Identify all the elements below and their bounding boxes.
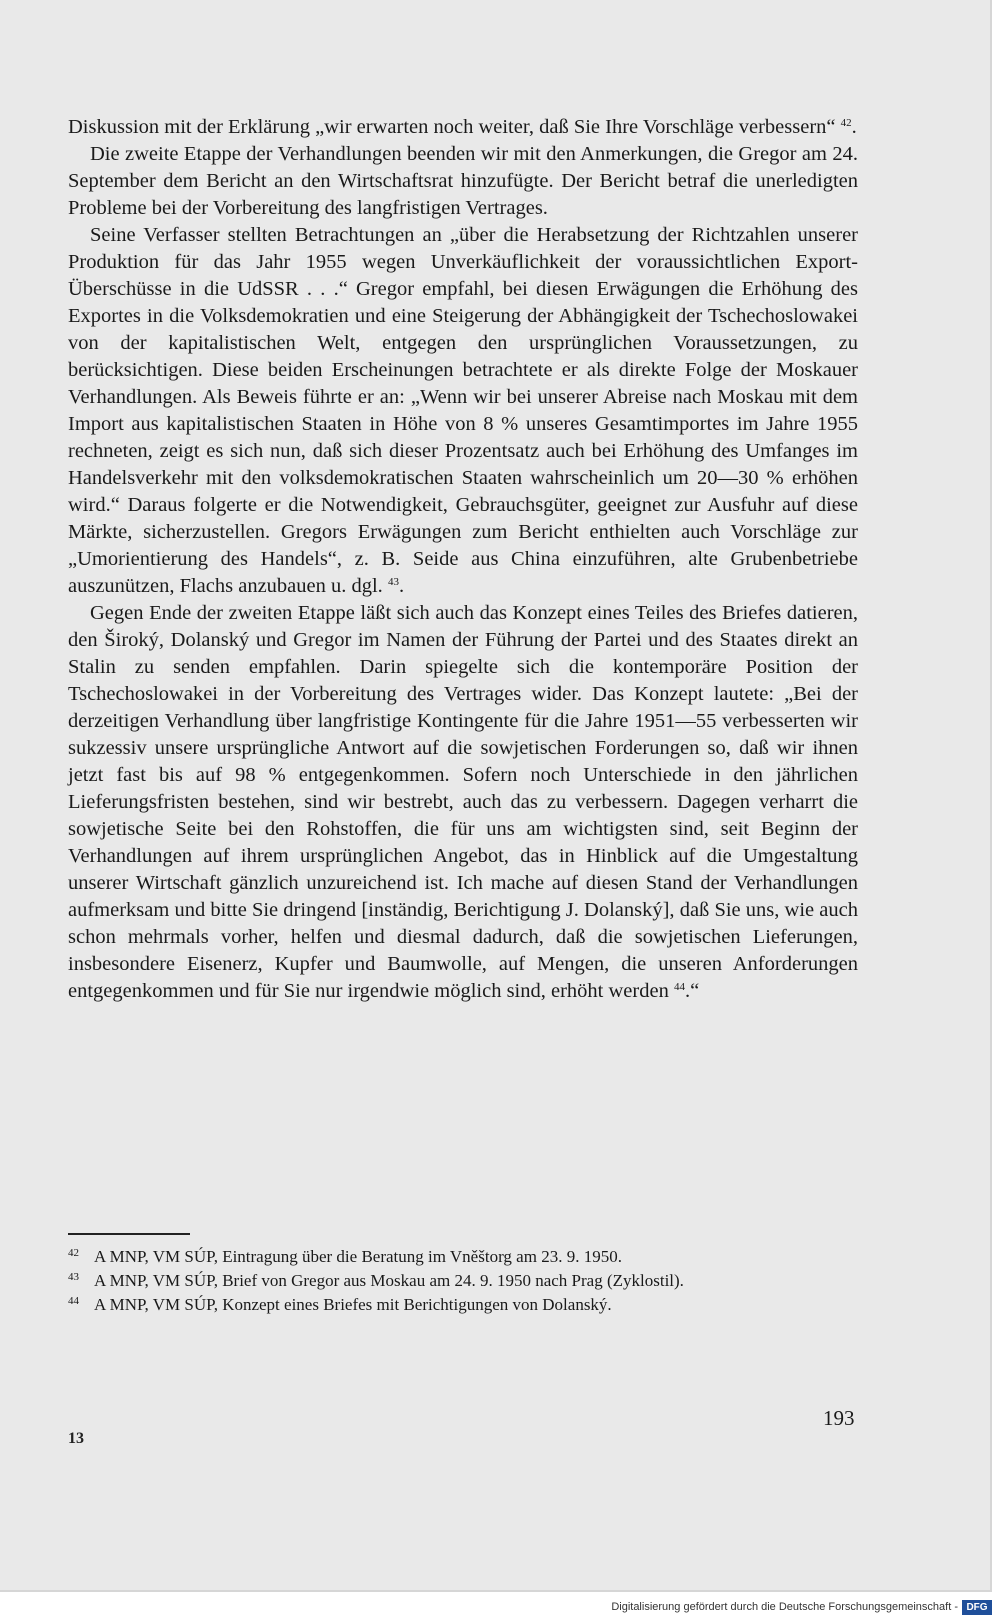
footnote-43: 43 A MNP, VM SÚP, Brief von Gregor aus Moskau am 24. 9. 1950 nach Prag (Zyklostil). — [68, 1271, 684, 1290]
footnote-ref-44[interactable]: 44 — [673, 981, 685, 993]
footnote-divider — [68, 1233, 190, 1235]
footnote-42: 42 A MNP, VM SÚP, Eintragung über die Beratung im Vněštorg am 23. 9. 1950. — [68, 1247, 622, 1266]
footnote-ref-42[interactable]: 42 — [840, 117, 852, 129]
digitization-credit: Digitalisierung gefördert durch die Deutsche Forschungsgemeinschaft - — [611, 1601, 958, 1613]
signature-mark: 13 — [68, 1430, 84, 1447]
footnote-44: 44 A MNP, VM SÚP, Konzept eines Briefes mit Berichtigungen von Dolanský. — [68, 1295, 612, 1314]
paragraph-3-text: Seine Verfasser stellten Betrachtungen an „über die Herabsetzung der Richtzahlen unserer Produktion für das Jahr 1955 wegen Unverkäuflichkeit der voraussichtlichen Export-Überschüsse in die UdSSR . . .“ Gregor empfahl, bei diesen Erwägungen die Erhöhung des Exportes in die Volksdemokratien und eine Steigerung der Abhängigkeit der Tschechoslowakei von der kapitalistischen Welt, entgegen den ursprünglichen Voraussetzungen, zu berücksichtigen. Diese beiden Erscheinungen betrachtete er als direkte Folge der Moskauer Verhandlungen. Als Beweis führte er an: „Wenn wir bei unserer Abreise nach Moskau mit dem Import aus kapitalistischen Staaten in Höhe von 8 % unseres Gesamtimportes im Jahre 1955 rechneten, zeigt es sich nun, daß sich dieser Prozentsatz auch bei Erhöhung des Umfanges im Handelsverkehr mit den volksdemokratischen Staaten wahrscheinlich um 20—30 % erhöhen wird.“ Daraus folgerte er die Notwendigkeit, Gebrauchsgüter, geeignet zur Ausfuhr auf diese Märkte, sicherzustellen. Gregors Erwägungen zum Bericht enthielten auch Vorschläge zur „Umorientierung des Handels“, z. B. Seide aus China einzuführen, alte Grubenbetriebe auszunützen, Flachs anzubauen u. dgl. — [68, 224, 858, 597]
paragraph-3 — [68, 222, 858, 600]
paragraph-1-text: Diskussion mit der Erklärung „wir erwarten noch weiter, daß Sie Ihre Vorschläge verbessern“ — [68, 116, 836, 138]
footnote-ref-43[interactable]: 43 — [387, 576, 399, 588]
paragraph-4 — [68, 600, 858, 1005]
paragraph-4-end: .“ — [684, 980, 700, 1002]
paragraph-4-text: Gegen Ende der zweiten Etappe läßt sich auch das Konzept eines Teiles des Briefes datieren, den Široký, Dolanský und Gregor im Namen der Führung der Partei und des Staates direkt an Stalin zu senden empfahlen. Darin spiegelte sich die kontemporäre Position der Tschechoslowakei in der Vorbereitung des Vertrages wider. Das Konzept lautete: „Bei der derzeitigen Verhandlung über langfristige Kontingente für die Jahre 1951—55 verbesserten wir sukzessiv unsere ursprüngliche Antwort auf die sowjetischen Forderungen so, daß wir ihnen jetzt fast bis auf 98 % entgegenkommen. Sofern noch Unterschiede in den jährlichen Lieferungsfristen bestehen, sind wir bestrebt, auch das zu verbessern. Dagegen verharrt die sowjetische Seite bei den Rohstoffen, die für uns am wichtigsten sind, seit Beginn der Verhandlungen auf ihrem ursprünglichen Angebot, das in Hinblick auf die Umgestaltung unserer Wirtschaft gänzlich unzureichend ist. Ich mache auf diesen Stand der Verhandlungen aufmerksam und bitte Sie dringend [inständig, Berichtigung J. Dolanský], daß Sie uns, wie auch schon mehrmals vorher, helfen und diesmal dadurch, daß die sowjetischen Lieferungen, insbesondere Eisenerz, Kupfer und Baumwolle, auf Mengen, die unseren Anforderungen entgegenkommen und für Sie nur irgendwie möglich sind, erhöht werden — [68, 602, 858, 1002]
dfg-logo[interactable]: DFG — [962, 1600, 992, 1615]
paragraph-2: Die zweite Etappe der Verhandlungen beenden wir mit den Anmerkungen, die Gregor am 24. September dem Bericht an den Wirtschaftsrat hinzufügte. Der Bericht betraf die unerledigten Probleme bei der Vorbereitung des langfristigen Vertrages. — [68, 143, 858, 219]
paragraph-1 — [68, 114, 858, 141]
footnote-text: A MNP, VM SÚP, Brief von Gregor aus Moskau am 24. 9. 1950 nach Prag (Zyklostil). — [94, 1271, 684, 1290]
page-number: 193 — [823, 1406, 855, 1430]
footnotes — [68, 1245, 868, 1317]
paragraph-1-end: . — [851, 116, 857, 138]
footnote-text: A MNP, VM SÚP, Eintragung über die Beratung im Vněštorg am 23. 9. 1950. — [94, 1247, 622, 1266]
paragraph-3-end: . — [398, 575, 405, 597]
body-text — [68, 114, 858, 1005]
footnote-text: A MNP, VM SÚP, Konzept eines Briefes mit Berichtigungen von Dolanský. — [94, 1295, 612, 1314]
